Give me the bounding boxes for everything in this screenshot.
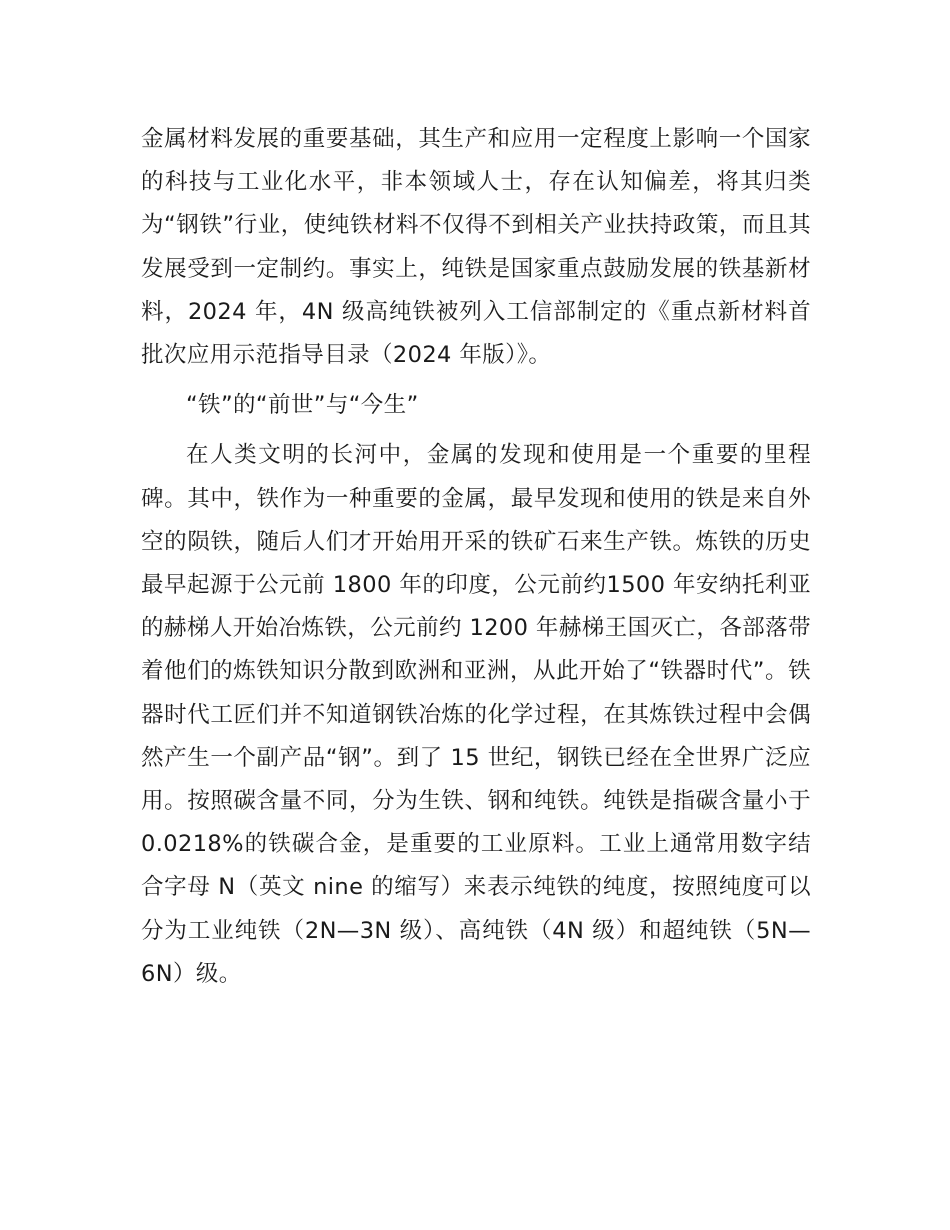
document-page xyxy=(141,118,811,996)
body-paragraph-continued: 金属材料发展的重要基础，其生产和应用一定程度上影响一个国家的科技与工业化水平，非本领域人士，存在认知偏差，将其归类为“钢铁”行业，使纯铁材料不仅得不到相关产业扶持政策，而且其发展受到一定制约。事实上，纯铁是国家重点鼓励发展的铁基新材料，2024 年，4N 级高纯铁被列入工信部制定的《重点新材料首批次应用示范指导目录（2024 年版）》。 xyxy=(141,126,811,369)
body-paragraph: 在人类文明的长河中，金属的发现和使用是一个重要的里程碑。其中，铁作为一种重要的金属，最早发现和使用的铁是来自外空的陨铁，随后人们才开始用开采的铁矿石来生产铁。炼铁的历史最早起源于公元前 1800 年的印度，公元前约1500 年安纳托利亚的赫梯人开始冶炼铁，公元前约 1200 年赫梯王国灭亡，各部落带着他们的炼铁知识分散到欧洲和亚洲，从此开始了“铁器时代”。铁器时代工匠们并不知道钢铁冶炼的化学过程，在其炼铁过程中会偶然产生一个副产品“钢”。到了 15 世纪，钢铁已经在全世界广泛应用。按照碳含量不同，分为生铁、钢和纯铁。纯铁是指碳含量小于0.0218%的铁碳合金，是重要的工业原料。工业上通常用数字结合字母 N（英文 nine 的缩写）来表示纯铁的纯度，按照纯度可以分为工业纯铁（2N—3N 级）、高纯铁（4N 级）和超纯铁（5N—6N）级。 xyxy=(141,442,811,987)
section-heading: “铁”的“前世”与“今生” xyxy=(186,392,419,419)
